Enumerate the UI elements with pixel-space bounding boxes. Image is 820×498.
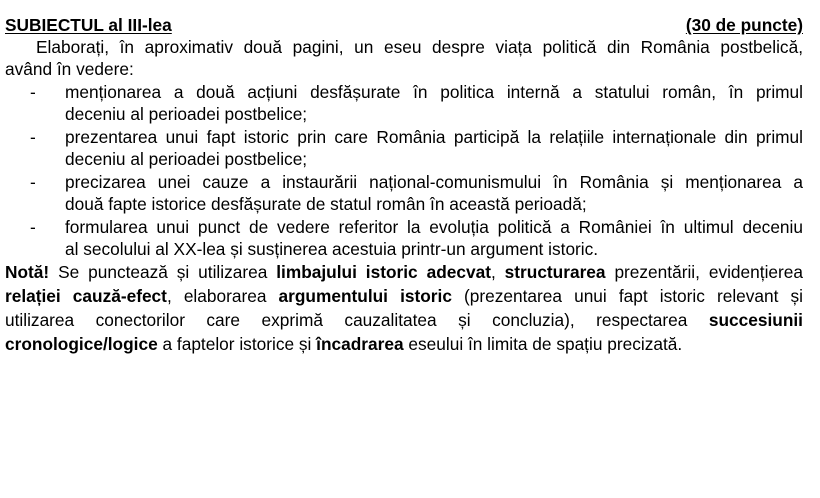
nota-bold: încadrarea <box>316 334 404 354</box>
bullet-dash: - <box>30 172 36 192</box>
bullet-2-line-1: prezentarea unui fapt istoric prin care România participă la relațiile internaționale din primul <box>65 127 803 147</box>
intro-line-1: Elaborați, în aproximativ două pagini, un eseu despre viața politică din România postbelică, <box>36 37 803 57</box>
bullet-3-line-1: precizarea unei cauze a instaurării național-comunismului în România și menționarea a <box>65 172 803 192</box>
nota-bold: limbajului istoric adecvat <box>276 262 491 282</box>
nota-text: (prezentarea unui fapt istoric relevant și <box>451 286 803 306</box>
nota-bold: structurarea <box>504 262 606 282</box>
subject-points: (30 de puncte) <box>685 15 803 35</box>
nota-line-2 <box>5 285 803 307</box>
intro-line-2: având în vedere: <box>5 59 134 79</box>
bullet-dash: - <box>30 82 36 102</box>
bullet-4-line-1: formularea unui punct de vedere referitor la evoluția politică a României în ultimul deceniu <box>65 217 803 237</box>
bullet-dash: - <box>30 217 36 237</box>
nota-text: , elaborarea <box>166 286 279 306</box>
bullet-1-line-2: deceniu al perioadei postbelice; <box>65 104 308 124</box>
nota-line-3 <box>5 309 803 331</box>
bullet-dash: - <box>30 127 36 147</box>
nota-text: a faptelor istorice și <box>157 334 317 354</box>
subject-header <box>5 14 803 36</box>
bullet-1-line-1: menționarea a două acțiuni desfășurate în politica internă a statului român, în primul <box>65 82 803 102</box>
nota-text: Se punctează și utilizarea <box>49 262 277 282</box>
nota-text: eseului în limita de spațiu precizată. <box>403 334 683 354</box>
nota-label: Notă! <box>5 262 50 282</box>
nota-text: utilizarea conectorilor care exprimă cauzalitatea și concluzia), respectarea <box>5 310 709 330</box>
nota-line-1 <box>5 261 803 283</box>
nota-line-4 <box>5 333 803 355</box>
nota-bold: cronologice/logice <box>5 334 158 354</box>
nota-bold: relației cauză-efect <box>5 286 167 306</box>
nota-text: , <box>490 262 505 282</box>
bullet-2-line-2: deceniu al perioadei postbelice; <box>65 149 308 169</box>
nota-bold: argumentului istoric <box>278 286 452 306</box>
subject-title: SUBIECTUL al III-lea <box>5 15 172 35</box>
nota-text: prezentării, evidențierea <box>605 262 803 282</box>
nota-bold: succesiunii <box>708 310 803 330</box>
bullet-3-line-2: două fapte istorice desfășurate de statul român în această perioadă; <box>65 194 587 214</box>
bullet-4-line-2: al secolului al XX-lea și susținerea acestuia printr-un argument istoric. <box>65 239 599 259</box>
